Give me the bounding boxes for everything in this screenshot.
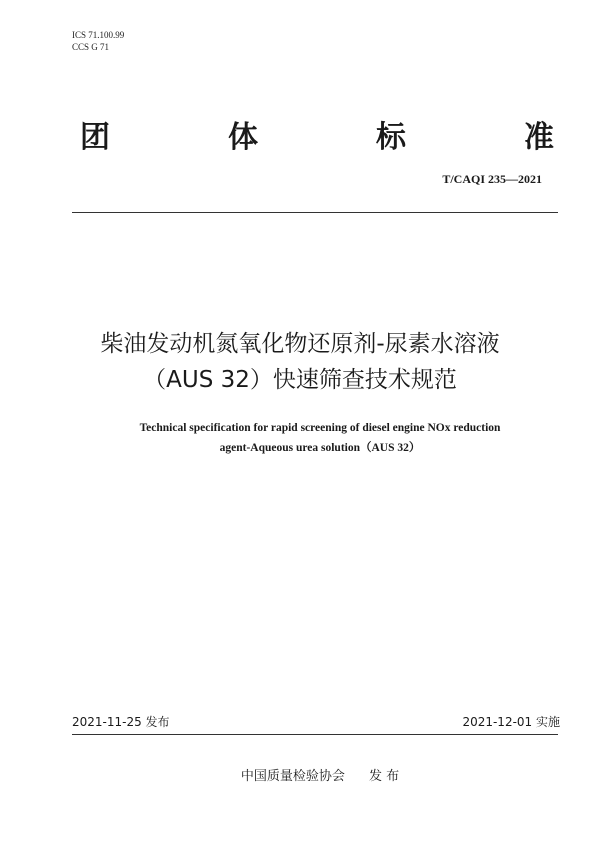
chinese-title-line2: （AUS 32）快速筛查技术规范 [143, 367, 457, 393]
standard-type-char: 团 [80, 120, 110, 155]
issue-date: 2021-11-25 发布 [72, 715, 170, 729]
top-divider [72, 212, 558, 213]
english-title-line1: Technical specification for rapid screening of diesel engine NOx reduction [139, 422, 501, 434]
publisher-action: 发 布 [368, 769, 400, 784]
publisher-line [0, 765, 600, 784]
standard-number: T/CAQI 235—2021 [442, 172, 542, 186]
bottom-divider [72, 734, 558, 735]
classification-codes [72, 29, 124, 53]
ics-code: ICS 71.100.99 [72, 30, 125, 40]
standard-type-char: 准 [524, 120, 554, 155]
publisher-name: 中国质量检验协会 [240, 769, 345, 784]
ccs-code: CCS G 71 [72, 42, 110, 52]
implementation-date: 2021-12-01 实施 [462, 715, 560, 729]
standard-type-char: 标 [376, 120, 406, 155]
chinese-title [0, 326, 600, 398]
english-title [0, 418, 600, 458]
standard-type-title [80, 112, 554, 156]
english-title-line2: agent-Aqueous urea solution（AUS 32） [219, 442, 421, 454]
chinese-title-line1: 柴油发动机氮氧化物还原剂-尿素水溶液 [100, 331, 500, 357]
standard-type-char: 体 [228, 120, 258, 155]
